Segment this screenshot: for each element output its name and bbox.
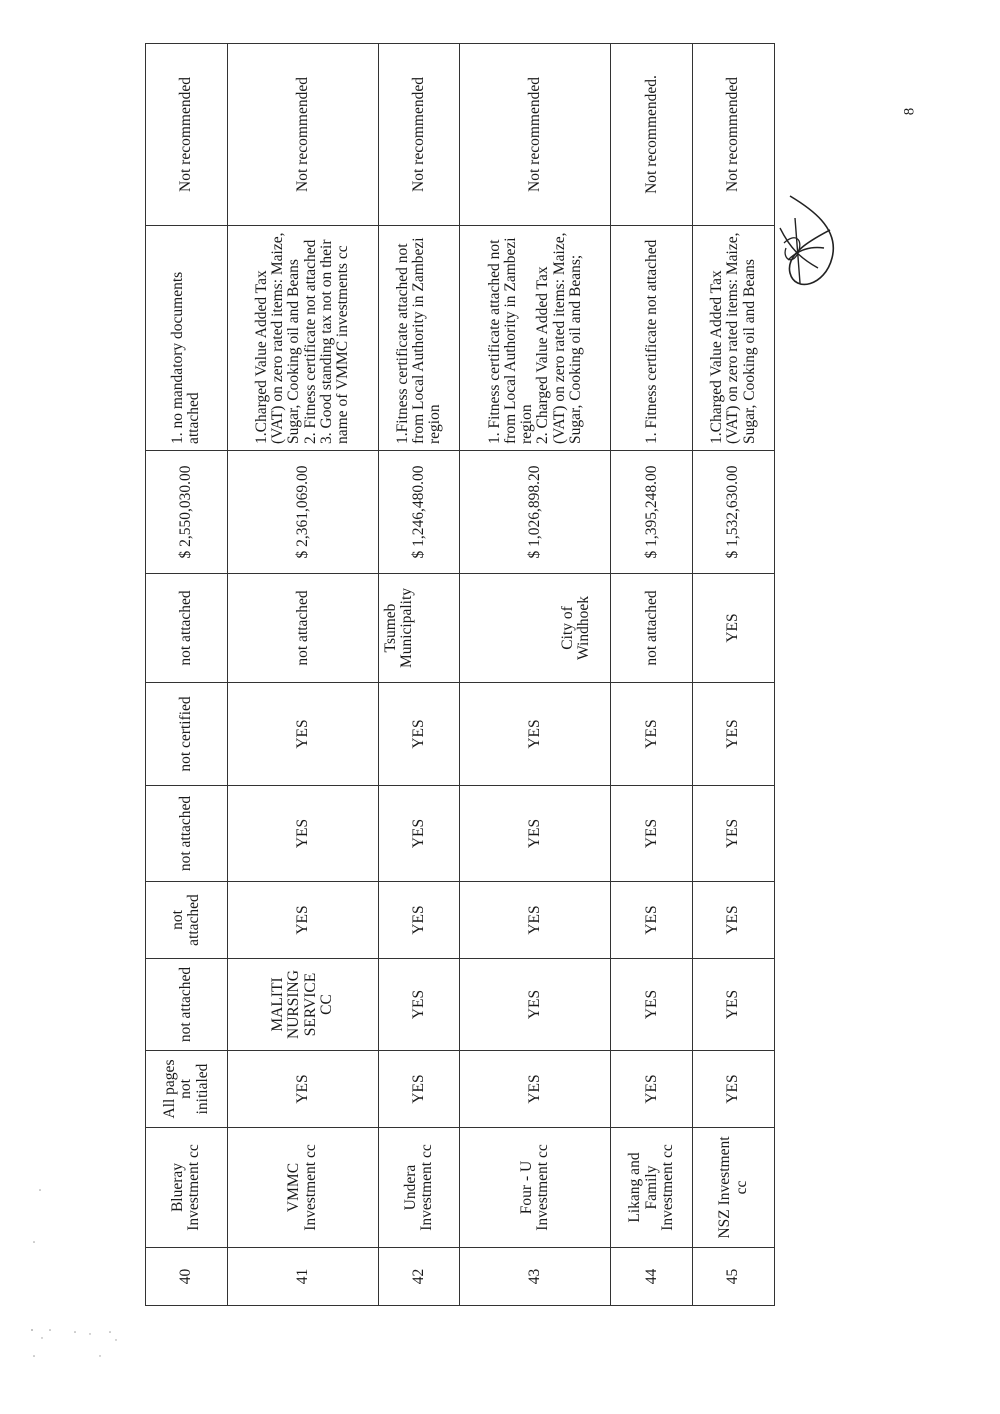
cell-col6: YES — [611, 683, 693, 786]
table-row — [146, 44, 228, 1306]
cell-reasons — [146, 226, 228, 451]
cell-col7: City of Windhoek — [460, 574, 611, 683]
cell-col7: not attached — [146, 574, 228, 683]
cell-col6: YES — [378, 683, 460, 786]
reason-line: 2. Charged Value Added Tax (VAT) on zero rated items: Maize, Sugar, Cooking oil and Beans; — [534, 232, 584, 444]
cell-col7: not attached — [227, 574, 378, 683]
cell-col5: YES — [693, 786, 775, 882]
cell-col4: YES — [460, 882, 611, 959]
table-row — [611, 44, 693, 1306]
cell-col6: not certified — [146, 683, 228, 786]
cell-amount: $ 1,026,898.20 — [460, 451, 611, 574]
cell-bidder: Four - U Investment cc — [460, 1128, 611, 1248]
cell-initialed: YES — [227, 1051, 378, 1128]
rotated-table-frame — [145, 44, 775, 1306]
cell-amount: $ 2,361,069.00 — [227, 451, 378, 574]
cell-amount: $ 1,246,480.00 — [378, 451, 460, 574]
cell-recommendation: Not recommended — [378, 44, 460, 226]
cell-amount: $ 1,532,630.00 — [693, 451, 775, 574]
table-row — [693, 44, 775, 1306]
cell-col4: YES — [227, 882, 378, 959]
cell-reasons — [611, 226, 693, 451]
cell-reasons — [460, 226, 611, 451]
cell-no: 43 — [460, 1248, 611, 1306]
cell-bidder: VMMC Investment cc — [227, 1128, 378, 1248]
cell-recommendation: Not recommended — [693, 44, 775, 226]
cell-no: 41 — [227, 1248, 378, 1306]
cell-amount: $ 2,550,030.00 — [146, 451, 228, 574]
reason-line: 1.Charged Value Added Tax (VAT) on zero rated items: Maize, Sugar, Cooking oil and Beans — [252, 232, 303, 444]
reason-line: 1. Fitness certificate attached not from Local Authority in Zambezi region — [485, 237, 536, 444]
cell-amount: $ 1,395,248.00 — [611, 451, 693, 574]
cell-col7: YES — [693, 574, 775, 683]
bid-evaluation-table — [145, 43, 775, 1306]
cell-col4: YES — [693, 882, 775, 959]
cell-no: 44 — [611, 1248, 693, 1306]
cell-reasons — [693, 226, 775, 451]
cell-no: 45 — [693, 1248, 775, 1306]
cell-col3: not attached — [146, 959, 228, 1051]
cell-col5: YES — [227, 786, 378, 882]
cell-col5: YES — [378, 786, 460, 882]
signature-icon — [770, 188, 850, 308]
cell-reasons — [378, 226, 460, 451]
cell-col6: YES — [460, 683, 611, 786]
cell-col7: Tsumeb Municipality — [378, 574, 460, 683]
cell-col3: YES — [693, 959, 775, 1051]
cell-col3: YES — [611, 959, 693, 1051]
reason-line: 1.Fitness certificate attached not from Local Authority in Zambezi region — [393, 237, 444, 444]
cell-col5: YES — [460, 786, 611, 882]
reason-line: 1. no mandatory documents attached — [169, 271, 203, 444]
cell-col4: not attached — [146, 882, 228, 959]
cell-initialed: All pages not initialed — [146, 1051, 228, 1128]
cell-bidder: Blueray Investment cc — [146, 1128, 228, 1248]
reason-line: 2. Fitness certificate not attached — [301, 239, 319, 444]
cell-initialed: YES — [693, 1051, 775, 1128]
cell-recommendation: Not recommended. — [611, 44, 693, 226]
cell-no: 42 — [378, 1248, 460, 1306]
reason-line: 1. Fitness certificate not attached — [642, 239, 660, 444]
cell-col5: YES — [611, 786, 693, 882]
cell-initialed: YES — [460, 1051, 611, 1128]
cell-col3: YES — [378, 959, 460, 1051]
cell-col6: YES — [227, 683, 378, 786]
cell-col7: not attached — [611, 574, 693, 683]
cell-initialed: YES — [611, 1051, 693, 1128]
cell-col4: YES — [378, 882, 460, 959]
cell-no: 40 — [146, 1248, 228, 1306]
cell-col4: YES — [611, 882, 693, 959]
cell-initialed: YES — [378, 1051, 460, 1128]
table-row — [460, 44, 611, 1306]
cell-col3: MALITI NURSING SERVICE CC — [227, 959, 378, 1051]
rotated-table-wrapper — [145, 44, 775, 1306]
cell-reasons — [227, 226, 378, 451]
cell-recommendation: Not recommended — [227, 44, 378, 226]
reason-line: 1.Charged Value Added Tax (VAT) on zero rated items: Maize, Sugar, Cooking oil and Beans — [708, 232, 758, 444]
cell-col5: not attached — [146, 786, 228, 882]
scan-specks — [20, 1180, 130, 1370]
cell-bidder: Undera Investment cc — [378, 1128, 460, 1248]
table-row — [227, 44, 378, 1306]
cell-recommendation: Not recommended — [460, 44, 611, 226]
cell-bidder: NSZ Investment cc — [693, 1128, 775, 1248]
cell-recommendation: Not recommended — [146, 44, 228, 226]
reason-line: 3. Good standing tax not on their name of VMMC investments cc — [318, 239, 352, 444]
table-row — [378, 44, 460, 1306]
cell-bidder: Likang and Family Investment cc — [611, 1128, 693, 1248]
page-number: 8 — [901, 107, 918, 116]
cell-col6: YES — [693, 683, 775, 786]
cell-col3: YES — [460, 959, 611, 1051]
